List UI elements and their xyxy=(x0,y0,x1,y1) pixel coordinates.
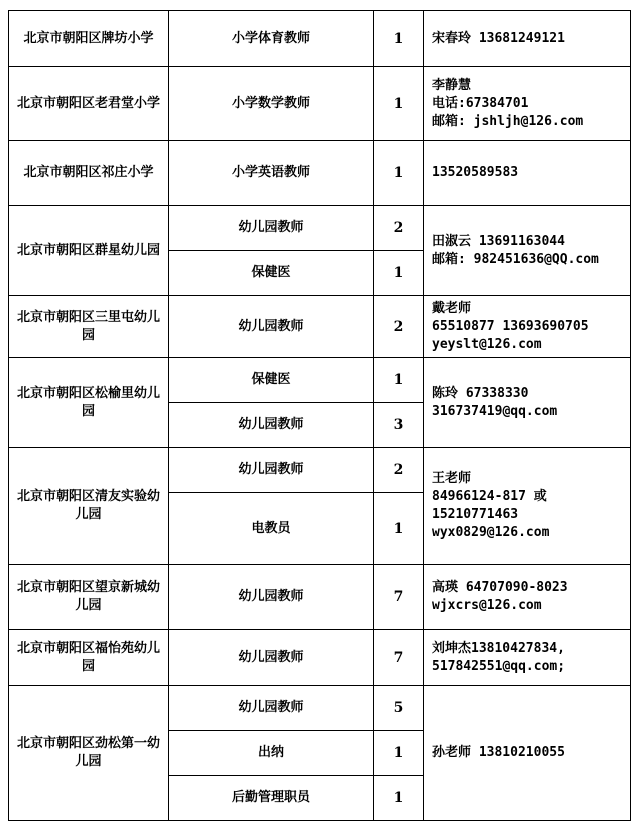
position-name: 后勤管理职员 xyxy=(169,776,374,821)
contact-info xyxy=(424,565,631,630)
school-name: 北京市朝阳区群星幼儿园 xyxy=(9,206,169,296)
school-name: 北京市朝阳区望京新城幼儿园 xyxy=(9,565,169,630)
position-name: 幼儿园教师 xyxy=(169,403,374,448)
contact-line: 王老师 xyxy=(432,471,472,486)
position-count: 1 xyxy=(374,67,424,141)
position-name: 幼儿园教师 xyxy=(169,630,374,686)
position-count: 7 xyxy=(374,565,424,630)
table-row xyxy=(9,206,631,251)
position-name: 保健医 xyxy=(169,251,374,296)
contact-line: 李静慧 xyxy=(432,77,472,93)
position-count: 2 xyxy=(374,448,424,493)
contact-line: 高瑛 64707090-8023 xyxy=(432,580,568,595)
contact-info xyxy=(424,630,631,686)
position-name: 电教员 xyxy=(169,493,374,565)
contact-line: 84966124-817 或 xyxy=(432,489,547,504)
table-row xyxy=(9,296,631,358)
position-count: 5 xyxy=(374,686,424,731)
contact-line: 邮箱: 982451636@QQ.com xyxy=(432,251,599,267)
contact-line: wyx0829@126.com xyxy=(432,525,550,540)
contact-line: yeyslt@126.com xyxy=(432,336,542,352)
contact-line: 孙老师 13810210055 xyxy=(432,745,565,760)
contact-line: 刘坤杰13810427834, xyxy=(432,640,565,656)
school-name: 北京市朝阳区祁庄小学 xyxy=(9,141,169,206)
position-name: 小学数学教师 xyxy=(169,67,374,141)
table-row xyxy=(9,67,631,141)
position-name: 保健医 xyxy=(169,358,374,403)
position-count: 1 xyxy=(374,493,424,565)
contact-info xyxy=(424,67,631,141)
school-name: 北京市朝阳区三里屯幼儿园 xyxy=(9,296,169,358)
position-name: 幼儿园教师 xyxy=(169,686,374,731)
position-name: 幼儿园教师 xyxy=(169,448,374,493)
position-count: 1 xyxy=(374,251,424,296)
table-row xyxy=(9,565,631,630)
contact-line: 13520589583 xyxy=(432,165,519,180)
table-row xyxy=(9,448,631,493)
recruitment-table xyxy=(8,10,631,821)
contact-info xyxy=(424,11,631,67)
school-name: 北京市朝阳区劲松第一幼儿园 xyxy=(9,686,169,821)
position-count: 2 xyxy=(374,296,424,358)
contact-line: 电话:67384701 xyxy=(432,95,529,111)
position-count: 1 xyxy=(374,731,424,776)
position-name: 出纳 xyxy=(169,731,374,776)
table-row xyxy=(9,11,631,67)
contact-info xyxy=(424,686,631,821)
contact-info xyxy=(424,296,631,358)
table-row xyxy=(9,141,631,206)
position-count: 1 xyxy=(374,141,424,206)
position-name: 幼儿园教师 xyxy=(169,206,374,251)
school-name: 北京市朝阳区福怡苑幼儿园 xyxy=(9,630,169,686)
position-name: 小学体育教师 xyxy=(169,11,374,67)
position-count: 1 xyxy=(374,358,424,403)
contact-line: 戴老师 xyxy=(432,300,472,316)
contact-line: 15210771463 xyxy=(432,507,519,522)
table-row xyxy=(9,358,631,403)
contact-line: 65510877 13693690705 xyxy=(432,318,589,334)
contact-line: wjxcrs@126.com xyxy=(432,598,542,613)
position-name: 幼儿园教师 xyxy=(169,296,374,358)
table-row xyxy=(9,686,631,731)
contact-info xyxy=(424,206,631,296)
contact-line: 宋春玲 13681249121 xyxy=(432,30,565,46)
contact-info xyxy=(424,141,631,206)
contact-line: 邮箱: jshljh@126.com xyxy=(432,113,584,129)
contact-line: 517842551@qq.com; xyxy=(432,658,566,674)
contact-info xyxy=(424,448,631,565)
school-name: 北京市朝阳区松榆里幼儿园 xyxy=(9,358,169,448)
position-count: 7 xyxy=(374,630,424,686)
contact-line: 陈玲 67338330 xyxy=(432,385,529,401)
position-name: 幼儿园教师 xyxy=(169,565,374,630)
school-name: 北京市朝阳区老君堂小学 xyxy=(9,67,169,141)
position-count: 3 xyxy=(374,403,424,448)
contact-line: 田淑云 13691163044 xyxy=(432,233,565,249)
position-count: 2 xyxy=(374,206,424,251)
position-count: 1 xyxy=(374,11,424,67)
table-row xyxy=(9,630,631,686)
position-count: 1 xyxy=(374,776,424,821)
school-name: 北京市朝阳区牌坊小学 xyxy=(9,11,169,67)
contact-info xyxy=(424,358,631,448)
contact-line: 316737419@qq.com xyxy=(432,403,558,419)
school-name: 北京市朝阳区清友实验幼儿园 xyxy=(9,448,169,565)
position-name: 小学英语教师 xyxy=(169,141,374,206)
